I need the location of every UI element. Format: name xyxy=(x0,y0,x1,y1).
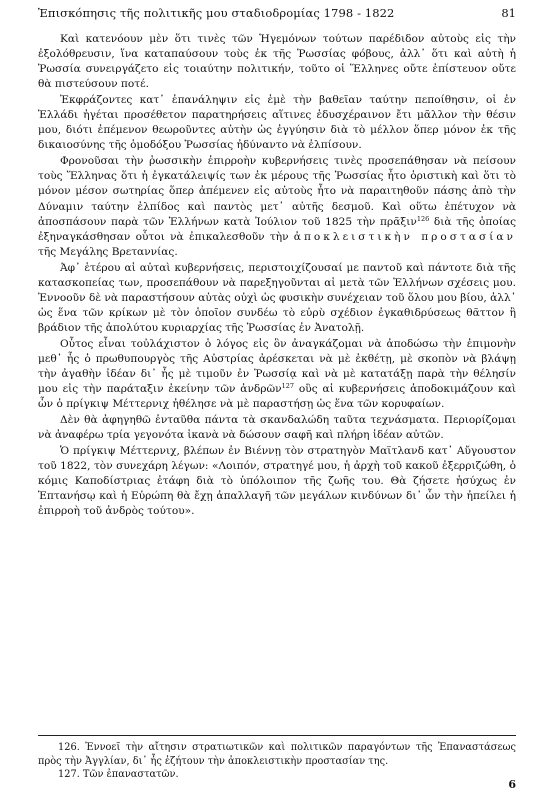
text-run: Ἀφ᾽ ἑτέρου αἱ αὐταὶ κυβερνήσεις, περιστοιχίζουσαί με παντοῦ καὶ πάντοτε διὰ τῆς κατασκοπείας των, προσεπάθουν νὰ παρεξηγοῦνται αἱ μετὰ τῶν Ἑλλήνων σχέσεις μου. Ἐννοοῦν δὲ νὰ παραστήσουν αὐτὰς οὐχὶ ὡς φυσικὴν συνέχειαν τοῦ ὅλου μου βίου, ἀλλ᾽ ὡς ἕνα τῶν κρίκων μὲ τὸν ὁποῖον συνδέω τὸ εὐρὺ σχέδιον ἐγκαθιδρύσεως θᾶττον ἢ βράδιον τῆς ἀπολύτου κυριαρχίας τῆς Ῥωσσίας ἐν Ἀνατολῇ. xyxy=(38,261,516,334)
text-run: Οὗτος εἶναι τοὐλάχιστον ὁ λόγος εἰς ὃν ἀναγκάζομαι νὰ ἀποδώσω τὴν ἐπιμονὴν μεθ᾽ ἧς ὁ πρωθυπουργὸς τῆς Αὐστρίας ἀρέσκεται νὰ μὲ ἐκθέτῃ, μὲ σκοπὸν νὰ βλάψῃ τὴν ἀγαθὴν ἰδέαν δι᾽ ἧς μὲ τιμοῦν ἐν Ῥωσσίᾳ καὶ νὰ μὲ κατατάξῃ παρὰ τὴν θέλησίν μου εἰς τὴν παράταξιν ἐκείνην τῶν ἀνδρῶν xyxy=(38,337,516,396)
footnote-ref: 127 xyxy=(281,382,295,391)
paragraph xyxy=(38,32,516,92)
running-title: Ἐπισκόπησις τῆς πολιτικῆς μου σταδιοδρομίας 1798 - 1822 xyxy=(38,6,395,20)
text-run: διὰ τῆς ὁποίας ἐξηναγκάσθησαν οὗτοι νὰ ἐπικαλεσθοῦν τὴν xyxy=(38,215,517,243)
text-run: Ἐκφράζοντες κατ᾽ ἐπανάληψιν εἰς ἐμὲ τὴν βαθεῖαν ταύτην πεποίθησιν, οἱ ἐν Ἑλλάδι ἡγέται προσέθετον παρατηρήσεις αἵτινες ἐδυσχέραινον ἔτι μᾶλλον τὴν θέσιν μου, διότι ἐπέμενον θεωροῦντες αὐτὴν ὡς ἐγγύησιν διὰ τὸ μέλλον ὅπερ μόνον ἐκ τῆς δικαιοσύνης τῆς ὁμοδόξου Ῥωσσίας ἠδύναντο νὰ ἐλπίσουν. xyxy=(38,94,516,152)
paragraph xyxy=(38,154,516,259)
paragraph xyxy=(38,93,516,153)
header-page-number: 81 xyxy=(501,6,516,20)
paragraph xyxy=(38,413,516,443)
emphasis-text: ἀποκλειστικὴν προστασίαν xyxy=(293,230,516,243)
running-header xyxy=(38,6,516,24)
text-run: Φρονοῦσαι τὴν ῥωσσικὴν ἐπιρροὴν κυβερνήσεις τινὲς προσεπάθησαν νὰ πείσουν τοὺς Ἕλληνας ὅτι ἡ ἐγκατάλειψίς των ἐκ μέρους τῆς Ῥωσσίας ἦτο ὁριστικὴ καὶ ὅτι τὸ μόνον μέσον σωτηρίας ὅπερ ἀπέμενεν εἰς αὐτοὺς ἦτο νὰ παραιτηθοῦν πάσης ἀπὸ τὴν Δύναμιν ταύτην ἐλπίδος καὶ παντὸς μετ᾽ αὐτῆς δεσμοῦ. Καὶ οὕτω ἐπέτυχον νὰ ἀποσπάσουν παρὰ τῶν Ἑλλήνων κατὰ Ἰούλιον τοῦ 1825 τὴν πρᾶξιν xyxy=(38,155,516,228)
text-run: οὓς αἱ κυβερνήσεις ἀποδοκιμάζουν καὶ ὧν ὁ πρίγκιψ Μέττερνιχ ἠθέλησε νὰ μὲ παραστήσῃ ὡς ἕνα τῶν κορυφαίων. xyxy=(38,383,516,411)
signature-mark: 6 xyxy=(508,778,516,791)
text-run: τῆς Μεγάλης Βρεταννίας. xyxy=(38,245,178,258)
text-run: Καὶ κατενόουν μὲν ὅτι τινὲς τῶν Ἡγεμόνων τούτων παρέδιδον αὐτοὺς εἰς τὴν ἐξολόθρευσιν, ἵνα καταπαύσουν τοὺς ἐκ τῆς Ῥωσσίας φόβους, ἀλλ᾽ ὅτι καὶ αὐτὴ ἡ Ῥωσσία συνειργάζετο εἰς τοιαύτην πολιτικήν, τοῦτο οἱ Ἕλληνες οὔτε ἐπίστευον οὔτε θὰ πιστεύσουν ποτέ. xyxy=(38,33,516,91)
text-run: Δὲν θὰ ἀφηγηθῶ ἐνταῦθα πάντα τὰ σκανδαλώδη ταῦτα τεχνάσματα. Περιορίζομαι νὰ ἀναφέρω τρία γεγονότα ἱκανὰ νὰ δώσουν σαφῆ καὶ πλήρη ἰδέαν αὐτῶν. xyxy=(38,414,516,442)
footnote-ref: 126 xyxy=(416,214,430,223)
footnote: 126. Ἐννοεῖ τὴν αἴτησιν στρατιωτικῶν καὶ πολιτικῶν παραγόντων τῆς Ἐπαναστάσεως πρὸς τὴν Ἀγγλίαν, δι᾽ ἧς ἐζήτουν τὴν ἀποκλειστικὴν προστασίαν της. xyxy=(38,742,516,767)
footnote: 127. Τῶν ἐπαναστατῶν. xyxy=(58,769,179,781)
footnotes xyxy=(38,741,516,782)
paragraph xyxy=(38,337,516,412)
footnote-rule xyxy=(38,735,516,736)
text-run: Ὁ πρίγκιψ Μέττερνιχ, βλέπων ἐν Βιέννῃ τὸν στρατηγὸν Μαϊτλανδ κατ᾽ Αὔγουστον τοῦ 1822, τὸν συνεχάρη λέγων: «Λοιπόν, στρατηγέ μου, ἡ ἀρχὴ τοῦ κακοῦ ἐξερριζώθη, ὁ κόμις Καποδίστριας ἐτάφη διὰ τὸ ὑπόλοιπον τῆς ζωῆς του. Θὰ ζήσετε ἡσύχως ἐν Ἑπτανήσῳ καὶ ἡ Εὐρώπη θὰ ἔχῃ ἀπαλλαγῆ τῶν μεγάλων κινδύνων δι᾽ ὧν τὴν ἠπείλει ἡ ἐπιρροὴ τοῦ ἀνδρὸς τούτου». xyxy=(38,445,516,518)
paragraph xyxy=(38,261,516,336)
paragraph xyxy=(38,444,516,519)
body-text xyxy=(38,32,516,520)
